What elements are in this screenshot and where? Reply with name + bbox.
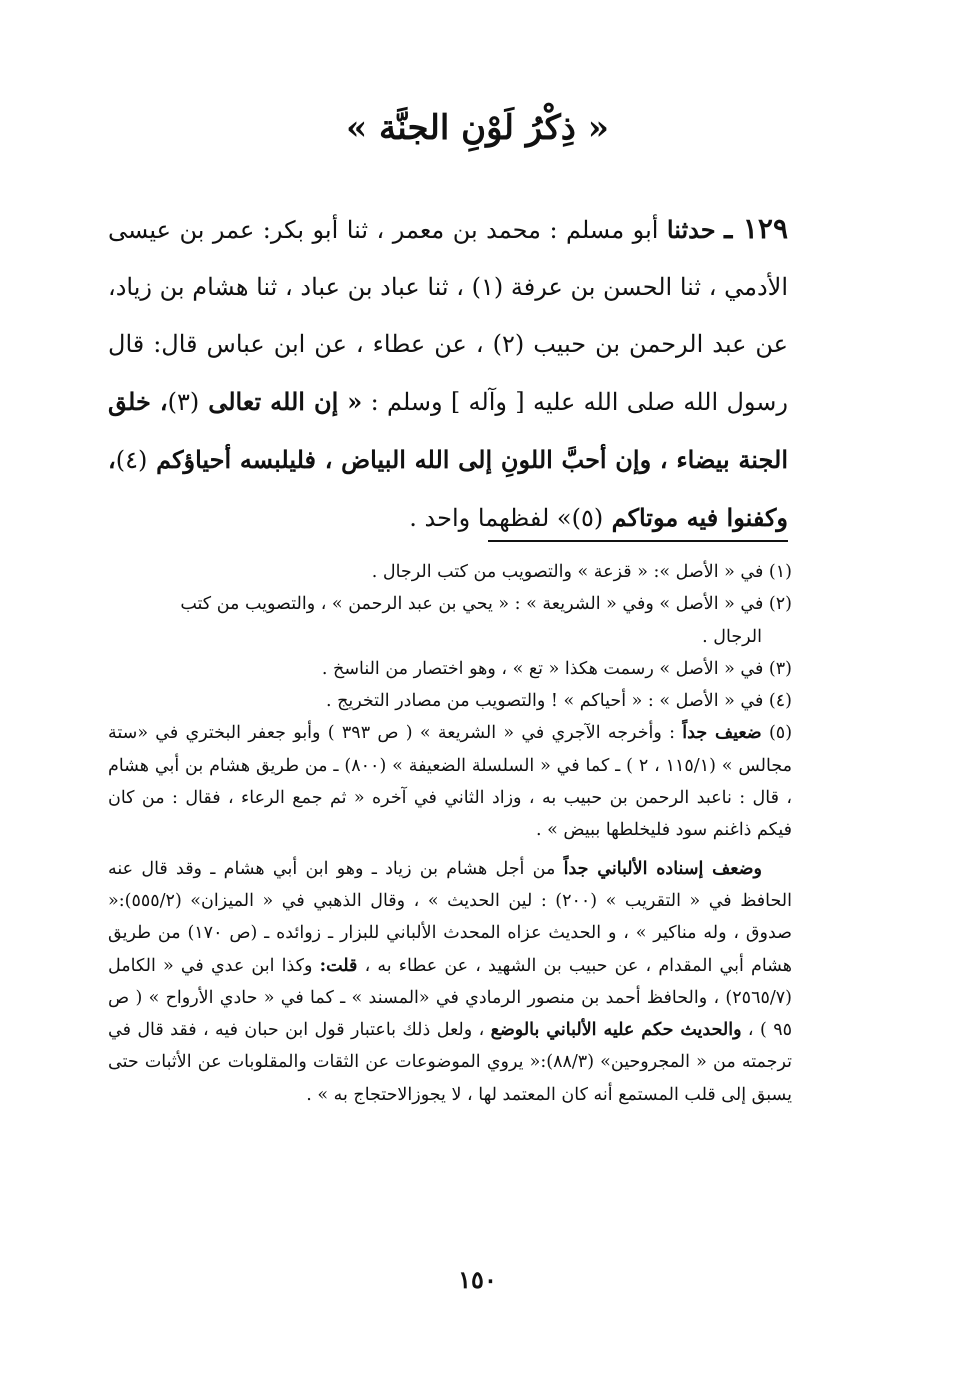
hadith-quote-end: » xyxy=(556,504,572,532)
hadith-matn-part1: « إن الله تعالى xyxy=(199,387,363,416)
footnote-1: (١) في « الأصل »: « قزعة » والتصويب من كتب الرجال . xyxy=(371,562,792,582)
discussion-bold-2: قلت: xyxy=(319,955,358,976)
footnote-ref-3: (٣) xyxy=(167,388,200,416)
footnotes xyxy=(108,556,792,1111)
hadith-text xyxy=(108,200,788,547)
page-number: ١٥٠ xyxy=(458,1265,497,1294)
footnote-5-text: : وأخرجه الآجري في « الشريعة » ( ص ٣٩٣ ) وأبو جعفر البختري في «ستة مجالس » (١١٥/١ ، ٢ ) ـ كما في « السلسلة الضعيفة » (٨٠٠) ـ من طريق هشام بن أبي هشام ، قال : ناعبد الرحمن بن حبيب به ، وزاد الثاني في آخره « ثم جمع الرعاء ، فقال : من كان فيكم ذاغنم سود فليخلطها ببيض » . xyxy=(108,723,792,841)
footnote-3: (٣) في « الأصل » رسمت هكذا « تع » ، وهو اختصار من الناسخ . xyxy=(321,658,792,679)
footnote-4: (٤) في « الأصل » : « أحياكم » ! والتصويب من مصادر التخريج . xyxy=(325,691,792,712)
footnote-5-grade: ضعيف جداً xyxy=(682,723,762,744)
discussion-bold-3: والحديث حكم عليه الألباني بالوضع xyxy=(490,1020,742,1041)
hadith-closing: لفظهما واحد . xyxy=(409,504,557,532)
footnote-ref-5: (٥) xyxy=(571,504,604,532)
discussion-bold-1: وضعف إسناده الألباني جداً xyxy=(563,858,762,879)
discussion-text-2: وكذا ابن عدي في « الكامل (٢٥٦٥/٧) ، والحافظ أحمد بن منصور الرمادي في «المسند » ـ كما في « حادي الأرواح » ( ص ٩٥ ) ، xyxy=(108,955,792,1041)
hadith-matn-part2: ، خلق الجنة بيضاء ، وإن أحبَّ اللونِ إلى الله البياض ، فليلبسه أحياؤكم xyxy=(108,387,788,474)
footnote-5-number: (٥) xyxy=(761,723,793,744)
hadith-isnad-part3: ، عن عطاء ، عن ابن عباس قال: قال رسول الله صلى الله عليه [ وآله ] وسلم : xyxy=(108,330,788,416)
footnote-5 xyxy=(108,717,792,846)
footnote-2: (٢) في « الأصل » وفي « الشريعة » : « يحي بن عبد الرحمن » ، والتصويب من كتب xyxy=(180,594,792,615)
hadith-matn-part3: ، وكفنوا فيه موتاكم xyxy=(108,445,788,532)
footnote-ref-4: (٤) xyxy=(115,446,148,474)
footnote-ref-1: (١) xyxy=(471,273,504,301)
footnote-2-continuation: الرجال . xyxy=(702,626,762,647)
hadith-isnad-part2: ، ثنا عباد بن عباد ، ثنا هشام بن زياد، عن عبد الرحمن بن حبيب xyxy=(108,273,788,358)
footnote-ref-2: (٢) xyxy=(492,330,525,358)
discussion-text-1: من أجل هشام بن زياد ـ وهو ابن أبي هشام ـ وقد قال عنه الحافظ في « التقريب » (٢٠٠) : لين الحديث » ، وقال الذهبي في « الميزان» (٥٥٥/٢):« صدوق ، وله مناكير » ، و الحديث عزاه المحدث الألباني للبزار ـ زوائده ـ (ص ١٧٠) من طريق هشام أبي المقدام ، عن حبيب بن الشهيد ، عن عطاء به ، xyxy=(108,858,792,976)
hadith-number: ١٢٩ ـ xyxy=(724,212,788,245)
discussion-text-3: ، ولعل ذلك باعتبار قول ابن حبان فيه ، فقد قال في ترجمته من « المجروحين» (٨٨/٣):« يروي الموضوعات عن الثقات والمقلوبات عن الأثبات حتى يسبق إلى قلب المستمع أنه كان المعتمد لها ، لا يجوزالاحتجاج به » . xyxy=(108,1020,792,1105)
footnote-separator xyxy=(488,540,788,542)
footnote-5-discussion xyxy=(108,853,792,1111)
hadith-isnad-part1: أبو مسلم : محمد بن معمر ، ثنا أبو بكر: عمر بن عيسى الأدمي ، ثنا الحسن بن عرفة xyxy=(108,216,788,301)
hadith-intro: حدثنا xyxy=(666,215,716,244)
chapter-title: « ذِكْرُ لَوْنِ الجنَّة » xyxy=(345,108,610,148)
